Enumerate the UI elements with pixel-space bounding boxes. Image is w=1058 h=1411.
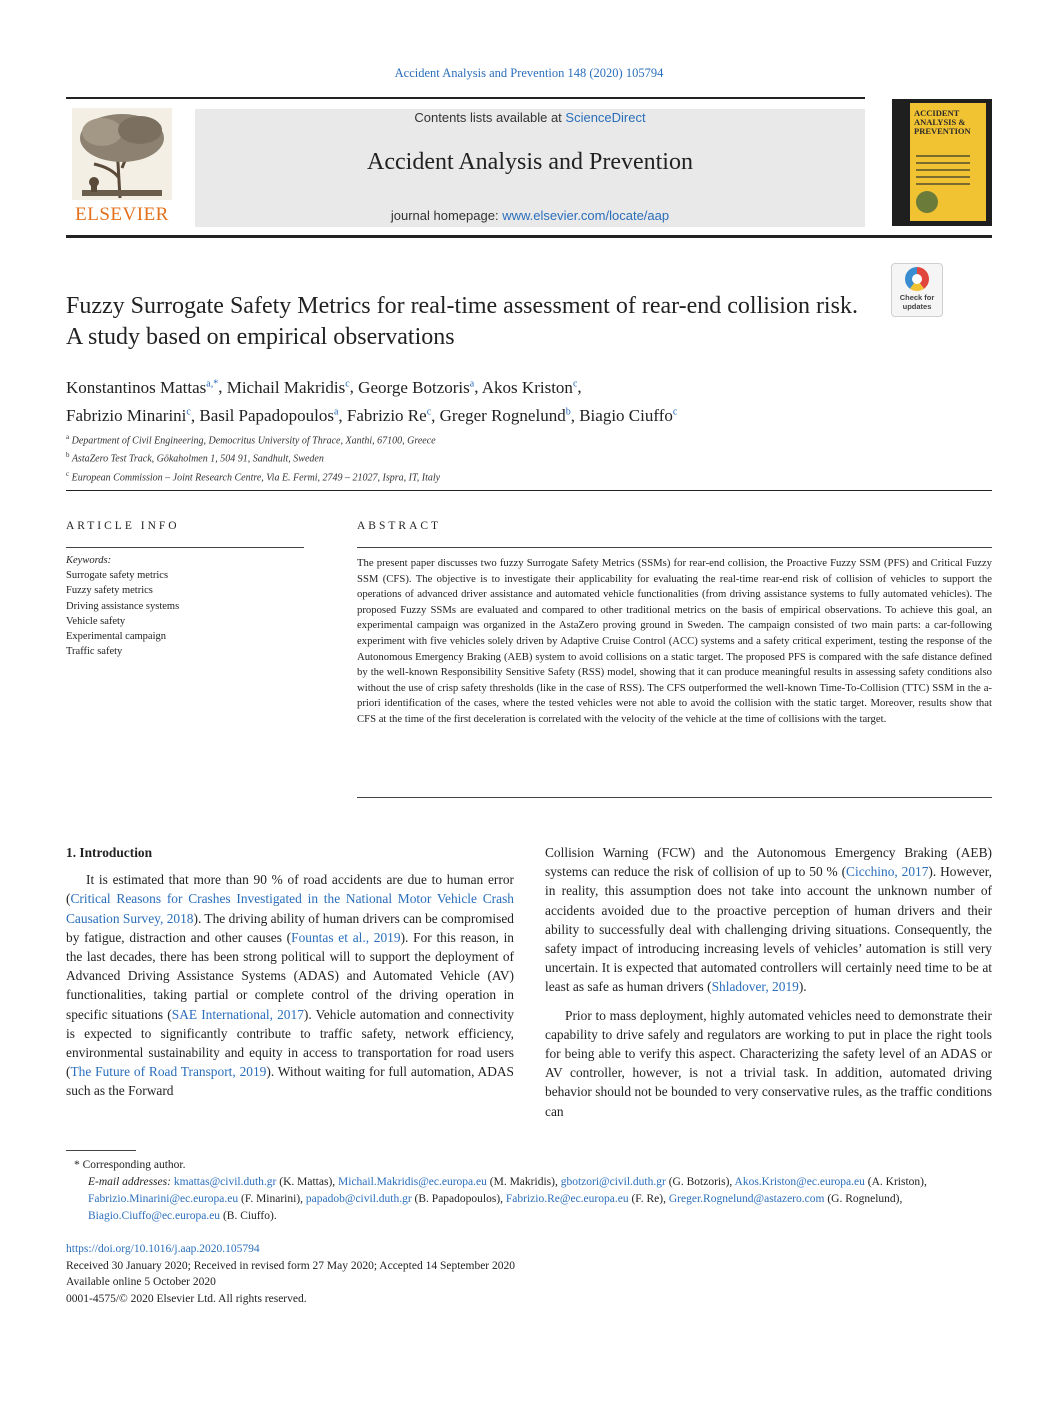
keywords-block [66,553,304,659]
keyword-item: Surrogate safety metrics [66,570,169,582]
intro-paragraph-1: It is estimated that more than 90 % of road accidents are due to human error (Critical Reasons for Crashes Investigated in the National Motor Vehicle Crash Causation Survey, 2018). The driving ability of human drivers can be compromised by fatigue, distraction and other causes (Fountas et al., 2019). For this reason, in the last decades, there has been strong political will to support the deployment of Advanced Driving Assistance Systems (ADAS) and Automated Vehicle (AV) functionalities, taking partial or complete control of the driving operation in specific situations (SAE International, 2017). Vehicle automation and connectivity is expected to significantly contribute to traffic safety, network efficiency, environmental sustainability and equity in access to transportation for road users (The Future of Road Transport, 2019). Without waiting for full automation, ADAS such as the Forward [66,872,515,1099]
author-affiliation-marker[interactable]: c [572,378,578,389]
email-link[interactable]: gbotzori@civil.duth.gr [560,1176,666,1188]
footnotes [66,1157,992,1225]
affiliation-rule [66,490,992,491]
affiliation-marker: c [66,469,70,478]
email-link[interactable]: Fabrizio.Re@ec.europa.eu [505,1193,629,1205]
corresponding-author-note: * Corresponding author. [74,1159,186,1171]
body-left-column [66,843,514,1101]
cover-emblem-icon [916,191,938,213]
elsevier-tree-icon [72,108,172,200]
author-name[interactable]: Greger Rognelund$^b$ [439,406,571,426]
elsevier-logo[interactable] [66,106,178,231]
header-bottom-rule [66,235,992,238]
contents-prefix: Contents lists available at [414,110,566,125]
email-link[interactable]: Fabrizio.Minarini@ec.europa.eu [88,1193,239,1205]
available-online: Available online 5 October 2020 [66,1276,216,1288]
email-link[interactable]: papadob@civil.duth.gr [305,1193,412,1205]
body-right-column [545,843,992,1121]
citation-link[interactable]: The Future of Road Transport, 2019 [70,1064,267,1080]
author-name[interactable]: Akos Kriston$^c$ [481,377,578,397]
check-for-updates-label: Check for updates [899,293,935,311]
cover-title: ACCIDENT ANALYSIS & PREVENTION [914,108,971,136]
author-name[interactable]: Fabrizio Minarini$^c$ [66,406,191,426]
keyword-item: Traffic safety [66,646,123,658]
header-rule [66,97,865,99]
footnote-rule [66,1150,136,1151]
email-link[interactable]: Michail.Makridis@ec.europa.eu [338,1176,487,1188]
article-info-heading: ARTICLE INFO [66,520,180,532]
contents-line [195,110,865,125]
author-affiliation-marker[interactable]: b [565,406,571,418]
email-link[interactable]: Greger.Rognelund@astazero.com [668,1193,825,1205]
journal-reference[interactable]: Accident Analysis and Prevention 148 (2020) 105794 [394,66,664,80]
citation-link[interactable]: Critical Reasons for Crashes Investigated in the National Motor Vehicle Crash Causation Survey, 2018 [66,891,514,926]
abstract-heading: ABSTRACT [357,520,442,532]
author-affiliation-marker[interactable]: a [469,378,475,389]
abstract-text: The present paper discusses two fuzzy Surrogate Safety Metrics (SSMs) for rear-end collision, the Proactive Fuzzy SSM (PFS) and Critical Fuzzy SSM (CFS). The objective is to investigate their applicability for evaluating the real-time rear-end risk of collision of vehicles to support the operations of advanced driver assistance and automated vehicle functionalities (from driving assistance systems to fully automated vehicles). The proposed Fuzzy SSMs are evaluated and compared to other traditional metrics on the basis of empirical observations. To achieve this goal, an experimental campaign was organized in the AstaZero proving ground in Sweden. The campaign consisted of two main parts: a car-following experiment with five vehicles solely driven by Adaptive Cruise Control (ACC) systems and a safety critical experiment, testing the response of the Autonomous Emergency Braking (AEB) system to avoid collisions on a static target. The proposed PFS is compared with the safe distance defined by the well-known Responsibility Sensitive Safety (RSS) model, showing that it can produce meaningful results in assessing safety conditions also without the use of crisp safety thresholds (like in the case of RSS). The CFS outperformed the well-known Time-To-Collision (TTC) SSM in the a-priori identification of the cases, where the tested vehicles were not able to avoid the collision with the static target. Moreover, results show that CFS at the time of the first deceleration is correlated with the velocity of the vehicle at the time of collisions with the target. [357,557,992,725]
homepage-line [195,208,865,223]
article-info-rule [66,547,304,548]
abstract-rule [357,547,992,548]
author-affiliation-marker[interactable]: c [345,378,350,389]
intro-paragraph-2: Prior to mass deployment, highly automated vehicles need to demonstrate their capability to drive safely and regulators are working to put in place the right tools for being able to verify this aspect. Characterizing the safety level of an ADAS or AV controller, however, is not a trivial task. In addition, automated driving behavior should not be bounded to very conservative rules, as the traffic conditions can [545,1007,992,1119]
journal-cover-image[interactable] [892,99,992,226]
citation-link[interactable]: Cicchino, 2017 [846,864,929,880]
cover-panel [910,103,986,221]
keyword-item: Fuzzy safety metrics [66,585,153,597]
email-label: E-mail addresses: [88,1176,171,1188]
check-for-updates-button[interactable] [891,263,943,317]
copyright-line: 0001-4575/© 2020 Elsevier Ltd. All rights reserved. [66,1292,307,1305]
received-dates: Received 30 January 2020; Received in revised form 27 May 2020; Accepted 14 September 2020 [66,1259,516,1272]
author-name[interactable]: Konstantinos Mattas$^{a,*}$ [66,377,219,397]
doi-link[interactable]: https://doi.org/10.1016/j.aap.2020.105794 [66,1243,260,1255]
author-list: Konstantinos Mattas$^{a,*}$, Michail Makridis$^c$, George Botzoris$^a$, Akos Kriston$^c$, Fabrizio Minarini$^c$, Basil Papadopoulos$^a$, Fabrizio Re$^c$, Greger Rognelund$^b$, Biagio Ciuffo$^c$ [66,377,678,426]
keyword-item: Driving assistance systems [66,600,180,612]
journal-homepage-link[interactable]: www.elsevier.com/locate/aap [502,208,670,223]
homepage-prefix: journal homepage: [390,208,503,223]
journal-banner [195,109,865,227]
elsevier-wordmark: ELSEVIER [75,204,169,225]
abstract-bottom-rule [357,797,992,798]
email-link[interactable]: Akos.Kriston@ec.europa.eu [734,1176,865,1188]
author-affiliation-marker[interactable]: c [426,406,432,418]
email-link[interactable]: kmattas@civil.duth.gr [173,1176,277,1188]
check-for-updates-icon [905,267,929,291]
email-link[interactable]: Biagio.Ciuffo@ec.europa.eu [88,1210,221,1222]
citation-link[interactable]: SAE International, 2017 [171,1006,304,1022]
author-name[interactable]: Basil Papadopoulos$^a$ [199,406,339,426]
affiliation-item: $^c$ European Commission – Joint Research Centre, Via E. Fermi, 2749 – 21027, Ispra, IT, Italy [66,469,441,483]
sciencedirect-link[interactable]: ScienceDirect [565,110,646,125]
cover-contents-lines [916,155,976,190]
author-name[interactable]: Fabrizio Re$^c$ [346,406,432,426]
author-affiliation-marker[interactable]: c [672,406,678,418]
section-heading-introduction: 1. Introduction [66,845,153,860]
publication-info [66,1241,766,1307]
affiliation-marker: a [66,433,70,441]
keywords-label: Keywords: [66,555,112,566]
author-affiliation-marker[interactable]: a,* [206,378,219,389]
journal-title: Accident Analysis and Prevention [367,149,693,175]
email-addresses: E-mail addresses: kmattas@civil.duth.gr (K. Mattas), Michail.Makridis@ec.europa.eu (M. Makridis), gbotzori@civil.duth.gr (G. Botzoris), Akos.Kriston@ec.europa.eu (A. Kriston), Fabrizio.Minarini@ec.europa.eu (F. Minarini), papadob@civil.duth.gr (B. Papadopoulos), Fabrizio.Re@ec.europa.eu (F. Re), Greger.Rognelund@astazero.com (G. Rognelund), Biagio.Ciuffo@ec.europa.eu (B. Ciuffo). [88,1176,927,1222]
affiliation-item: $^b$ AstaZero Test Track, Gökaholmen 1, 504 91, Sandhult, Sweden [66,451,324,465]
affiliation-marker: b [66,451,70,460]
intro-paragraph-1-cont: Collision Warning (FCW) and the Autonomous Emergency Braking (AEB) systems can reduce the risk of collision of up to 50 % (Cicchino, 2017). However, in reality, this assumption does not take into account the unknown number of accidents avoided due to the proactive perception of human drivers and their ability to successfully deal with challenging driving situations. Consequently, the safety impact of introducing increasing levels of vehicles’ automation is still very uncertain. It is expected that automated controllers will certainly need time to be at least as safe as human drivers (Shladover, 2019). [545,845,993,995]
article-title: Fuzzy Surrogate Safety Metrics for real-time assessment of rear-end collision risk. A study based on empirical observations [66,293,858,350]
author-name[interactable]: Michail Makridis$^c$ [226,377,350,397]
keywords-list [66,568,304,659]
keyword-item: Vehicle safety [66,615,126,627]
affiliation-item: $^a$ Department of Civil Engineering, Democritus University of Thrace, Xanthi, 67100, Greece [66,433,436,447]
author-affiliation-marker[interactable]: a [333,406,339,418]
author-name[interactable]: Biagio Ciuffo$^c$ [579,406,678,426]
author-affiliation-marker[interactable]: c [186,406,191,418]
affiliations [66,430,766,485]
keyword-item: Experimental campaign [66,631,167,643]
citation-link[interactable]: Shladover, 2019 [711,979,799,995]
author-name[interactable]: George Botzoris$^a$ [358,377,475,397]
citation-link[interactable]: Fountas et al., 2019 [291,929,401,945]
